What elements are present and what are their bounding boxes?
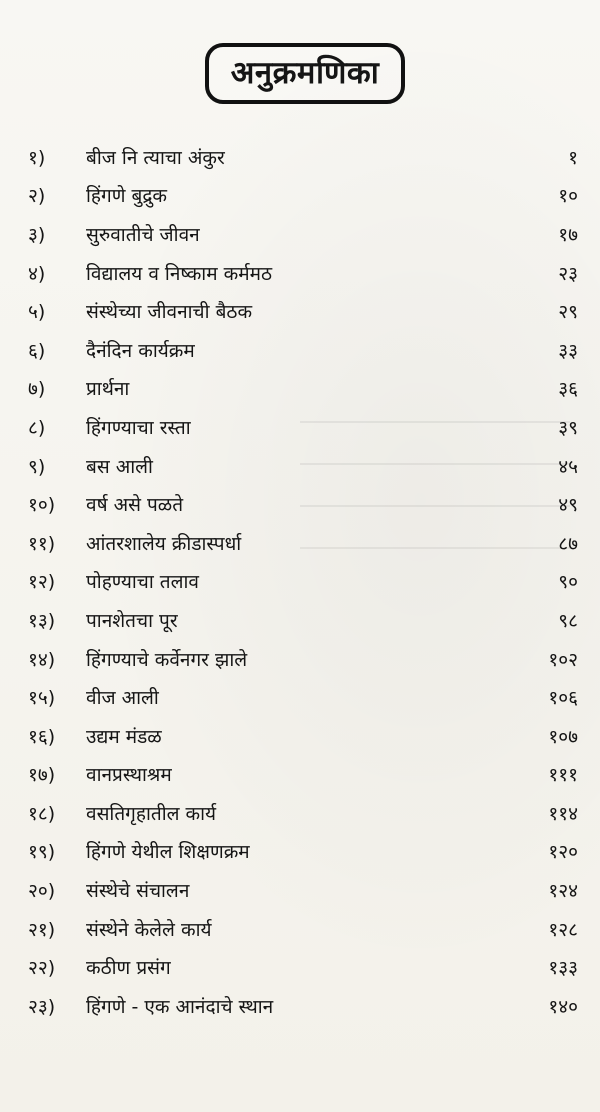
entry-number: १५) [28,687,56,710]
entry-title: हिंगणे बुद्रुक [86,185,168,208]
entry-number: ४) [28,262,46,285]
entry-page-number: १११ [548,764,578,787]
entry-page-number: १०७ [548,725,578,748]
entry-title: पानशेतचा पूर [86,609,178,632]
entry-number: ३) [28,223,46,246]
entry-page-number: ९० [558,571,578,594]
entry-number: ८) [28,416,46,439]
title-box [205,43,405,104]
entry-page-number: ३९ [558,416,578,439]
toc-entry [28,255,578,294]
entry-number: १३) [28,609,56,632]
entry-number: २३) [28,995,56,1018]
entry-title: प्रार्थना [86,378,130,401]
entry-number: १९) [28,841,56,864]
toc-entry [28,371,578,410]
entry-title: आंतरशालेय क्रीडास्पर्धा [86,532,242,555]
toc-entry [28,486,578,525]
entry-title: वानप्रस्थाश्रम [86,764,172,787]
entry-page-number: ९८ [558,609,578,632]
entry-page-number: २९ [558,301,578,324]
entry-page-number: २३ [558,262,578,285]
entry-title: संस्थेच्या जीवनाची बैठक [86,301,253,324]
toc-entry [28,795,578,834]
entry-number: ९) [28,455,46,478]
entry-number: १२) [28,571,56,594]
entry-number: ७) [28,378,46,401]
entry-page-number: ३६ [558,378,578,401]
entry-page-number: ११४ [548,802,578,825]
entry-page-number: १४० [548,995,578,1018]
entry-number: २) [28,185,46,208]
entry-number: १८) [28,802,56,825]
toc-entry [28,679,578,718]
entry-title: दैनंदिन कार्यक्रम [86,339,195,362]
entry-number: १६) [28,725,56,748]
toc-entry [28,525,578,564]
entry-number: १७) [28,764,56,787]
entry-title: वीज आली [86,687,159,710]
table-of-contents [28,139,578,1027]
entry-number: १०) [28,494,56,517]
toc-entry [28,949,578,988]
entry-title: कठीण प्रसंग [86,957,171,980]
entry-title: सुरुवातीचे जीवन [86,223,200,246]
entry-page-number: १०६ [548,687,578,710]
entry-page-number: १३३ [548,957,578,980]
toc-entry [28,602,578,641]
entry-title: बस आली [86,455,153,478]
entry-title: संस्थेने केलेले कार्य [86,918,212,941]
toc-entry [28,293,578,332]
toc-entry [28,564,578,603]
toc-entry [28,178,578,217]
entry-page-number: १२४ [548,880,578,903]
entry-title: हिंगणे - एक आनंदाचे स्थान [86,995,274,1018]
entry-number: ११) [28,532,56,555]
entry-page-number: ८७ [558,532,578,555]
toc-entry [28,718,578,757]
toc-entry [28,872,578,911]
entry-title: विद्यालय व निष्काम कर्ममठ [86,262,272,285]
entry-number: २२) [28,957,56,980]
entry-page-number: १० [558,185,578,208]
entry-number: १) [28,146,46,169]
toc-entry [28,139,578,178]
toc-entry [28,409,578,448]
toc-entry [28,834,578,873]
entry-title: वसतिगृहातील कार्य [86,802,217,825]
entry-page-number: ४९ [558,494,578,517]
entry-title: पोहण्याचा तलाव [86,571,199,594]
entry-number: ६) [28,339,46,362]
toc-entry [28,216,578,255]
entry-title: संस्थेचे संचालन [86,880,190,903]
entry-number: २०) [28,880,56,903]
entry-number: २१) [28,918,56,941]
page-title: अनुक्रमणिका [230,55,380,91]
toc-entry [28,332,578,371]
entry-title: हिंगणे येथील शिक्षणक्रम [86,841,250,864]
entry-page-number: १२० [548,841,578,864]
entry-page-number: १ [568,146,578,169]
entry-title: हिंगण्याचे कर्वेनगर झाले [86,648,248,671]
entry-page-number: १२८ [548,918,578,941]
entry-page-number: ३३ [558,339,578,362]
toc-entry [28,641,578,680]
entry-page-number: १७ [558,223,578,246]
entry-number: ५) [28,301,46,324]
entry-title: बीज नि त्याचा अंकुर [86,146,225,169]
entry-title: उद्यम मंडळ [86,725,162,748]
toc-entry [28,988,578,1027]
entry-title: हिंगण्याचा रस्ता [86,416,191,439]
entry-title: वर्ष असे पळते [86,494,184,517]
entry-number: १४) [28,648,56,671]
toc-entry [28,911,578,950]
entry-page-number: १०२ [548,648,578,671]
toc-entry [28,757,578,796]
toc-entry [28,448,578,487]
entry-page-number: ४५ [558,455,578,478]
